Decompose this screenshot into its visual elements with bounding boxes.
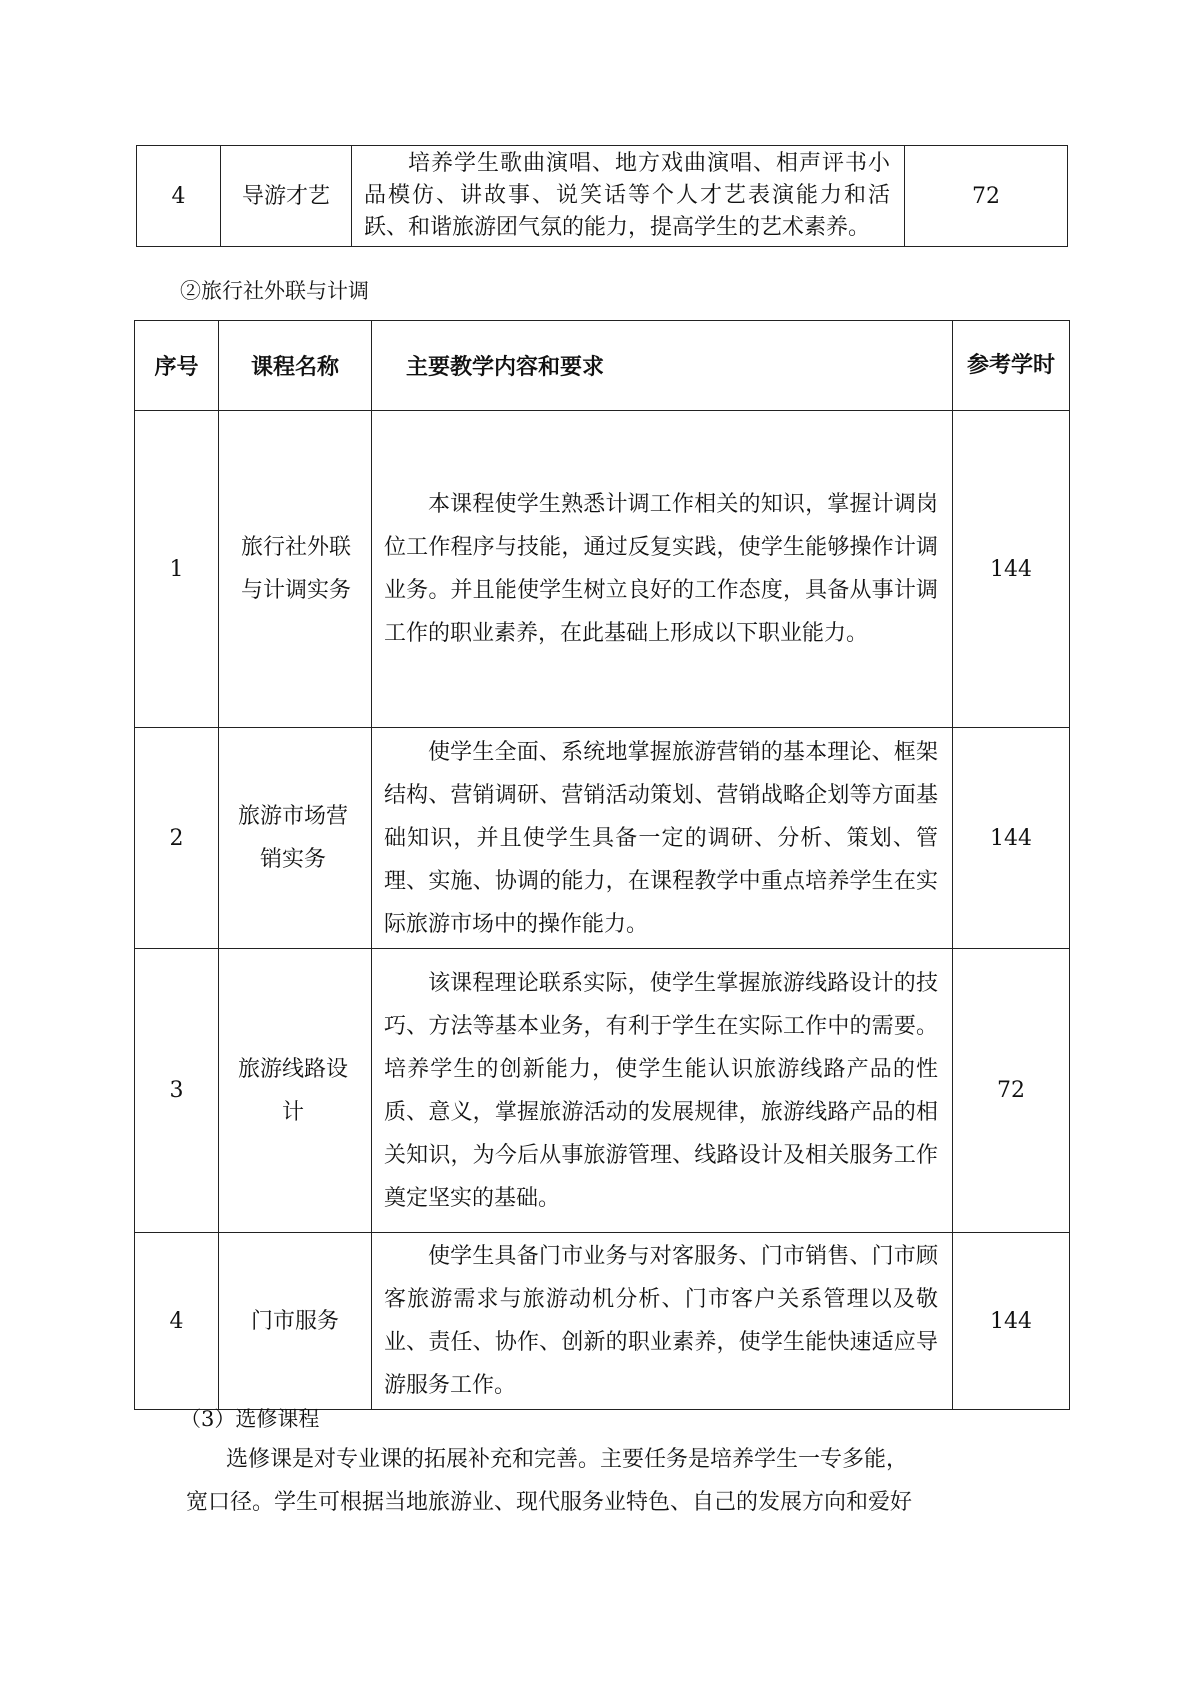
course-name: 旅游市场营销实务 [219,728,372,949]
section-3-title: （3）选修课程 [180,1407,320,1431]
table-row [135,1233,1070,1410]
row-index: 2 [135,728,219,949]
course-name: 导游才艺 [221,146,352,247]
course-name: 旅行社外联与计调实务 [219,411,372,728]
table-row [135,728,1070,949]
course-content: 该课程理论联系实际，使学生掌握旅游线路设计的技巧、方法等基本业务，有利于学生在实际工作中的需要。培养学生的创新能力，使学生能认识旅游线路产品的性质、意义，掌握旅游活动的发展规律，旅游线路产品的相关知识，为今后从事旅游管理、线路设计及相关服务工作奠定坚实的基础。 [372,949,953,1233]
header-content: 主要教学内容和要求 [372,321,953,411]
header-name: 课程名称 [219,321,372,411]
elective-paragraph-line-1: 选修课是对专业课的拓展补充和完善。主要任务是培养学生一专多能， [226,1447,909,1472]
course-hours: 144 [953,411,1070,728]
header-hours: 参考学时 [953,321,1070,411]
course-name: 旅游线路设计 [219,949,372,1233]
table-row [137,146,1068,247]
course-table [134,320,1070,1410]
section-2-title: ②旅行社外联与计调 [180,279,369,303]
table-row [135,949,1070,1233]
course-name: 门市服务 [219,1233,372,1410]
elective-paragraph-line-2: 宽口径。学生可根据当地旅游业、现代服务业特色、自己的发展方向和爱好 [186,1490,913,1515]
course-hours: 72 [905,146,1068,247]
course-hours: 144 [953,728,1070,949]
table-header-row [135,321,1070,411]
row-index: 1 [135,411,219,728]
row-index: 3 [135,949,219,1233]
course-hours: 144 [953,1233,1070,1410]
table-row [135,411,1070,728]
course-hours: 72 [953,949,1070,1233]
continued-course-table [136,145,1068,247]
course-content: 本课程使学生熟悉计调工作相关的知识，掌握计调岗位工作程序与技能，通过反复实践，使学生能够操作计调业务。并且能使学生树立良好的工作态度，具备从事计调工作的职业素养，在此基础上形成以下职业能力。 [372,411,953,728]
row-index: 4 [135,1233,219,1410]
course-content: 培养学生歌曲演唱、地方戏曲演唱、相声评书小品模仿、讲故事、说笑话等个人才艺表演能力和活跃、和谐旅游团气氛的能力，提高学生的艺术素养。 [352,146,905,247]
course-content: 使学生具备门市业务与对客服务、门市销售、门市顾客旅游需求与旅游动机分析、门市客户关系管理以及敬业、责任、协作、创新的职业素养，使学生能快速适应导游服务工作。 [372,1233,953,1410]
course-content: 使学生全面、系统地掌握旅游营销的基本理论、框架结构、营销调研、营销活动策划、营销战略企划等方面基础知识，并且使学生具备一定的调研、分析、策划、管理、实施、协调的能力，在课程教学中重点培养学生在实际旅游市场中的操作能力。 [372,728,953,949]
header-index: 序号 [135,321,219,411]
row-index: 4 [137,146,221,247]
